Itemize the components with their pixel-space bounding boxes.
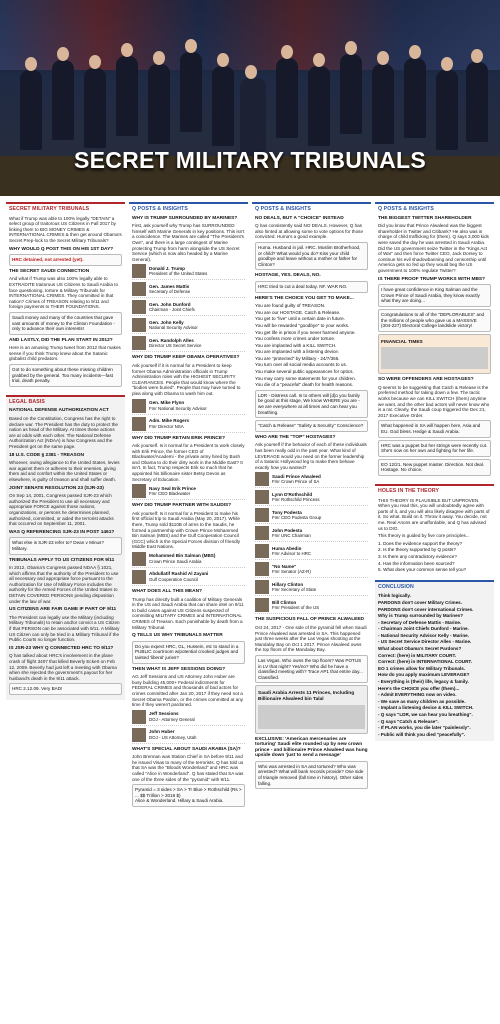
list-item: You are our HOSTAGE. Catch & Release. bbox=[255, 309, 341, 315]
paragraph: Ask yourself if it is normal for a President to keep former Obama Administration officials in Trump Administration roles with the HIGHEST SECURITY CLEARANCES. People that would know where the "bodies were buried". People that may have turned to plea along with Obama to wash him out. bbox=[132, 362, 241, 396]
list-item: - Implant a listening device & KILL SWITCH. bbox=[378, 705, 474, 711]
question: TRIBUNALS APPLY TO US CITIZENS FOR 9/11 bbox=[9, 557, 115, 563]
paragraph: Ask yourself. Is it normal for a President to work closely with Erik Prince, the former CEO of Blackwater/Academi - the private army hired by Bush and Obama to do their dirty work in the Middle East? It isn't. In fact, Trump respects Erik so much that he appointed his billionaire sister Betsy Devos as Secretary of Education. bbox=[132, 443, 245, 482]
tweet-card bbox=[9, 312, 122, 335]
person-role: DOJ - Attorney General bbox=[149, 716, 195, 722]
tweet-text: Who was arrested in SA and tortured? Who was arrested? What will bank records provide? One side of triangle removed (fall time in history). Other sides falling. bbox=[258, 763, 364, 786]
news-photo bbox=[258, 705, 365, 729]
tweet-text: HRC was a puppet but her strings were recently cut. She's now on her own and fighting for her life. bbox=[381, 442, 488, 454]
person-row bbox=[255, 562, 368, 578]
section-heading: SECRET MILITARY TRIBUNALS bbox=[9, 206, 90, 212]
person-row bbox=[255, 490, 368, 506]
person-name: Gen. Randolph Alles bbox=[149, 337, 194, 343]
question: WHY DID TRUMP RETAIN ERIK PRINCE? bbox=[132, 435, 226, 441]
person-role: Fmr CEO Podesta Group bbox=[272, 515, 322, 521]
section-heading: Q POSTS & INSIGHTS bbox=[255, 206, 311, 212]
person-photo bbox=[132, 728, 146, 742]
person-row bbox=[132, 552, 245, 568]
question: WHY IS TRUMP SURROUNDED BY MARINES? bbox=[132, 215, 238, 221]
paragraph: First, ask yourself why Trump has SURROUNDED himself with Marine Generals in key positions. This isn't a coincidence. The Marines are called "The President's Own", and there is a large contingent of Marine protecting Trump from harm alongside the US Secret Service (which is now also headed by a Marine General). bbox=[132, 223, 245, 262]
person-role: Fmr Rothschild Princess bbox=[272, 497, 320, 503]
paragraph: THIS THEORY IS PLAUSIBLE BUT UNPROVEN. When you read this, you will undoubtedly agree with parts of it, and you will also likely disagree with parts of it. So what. Build on it. Throw it away. You decide, not me. Real Anons are unaffordable, and Q has advised us to DIG. bbox=[378, 497, 490, 531]
question: US CITIZENS ARE FAIR GAME IF PART OF 9/11 bbox=[9, 607, 117, 613]
page-title: SECRET MILITARY TRIBUNALS bbox=[73, 147, 427, 173]
person-row bbox=[132, 264, 245, 280]
person-role: Fmr Director NSA bbox=[149, 423, 184, 429]
tweet-text: What else is SJR-23 refer to? Dean v Minus? Military. bbox=[12, 540, 104, 551]
list-item: You get to "live" until a certain date in future. bbox=[255, 316, 345, 322]
person-photo bbox=[255, 490, 269, 504]
tweet-text: What happened in SA will happen here, Asia and EU. God bless. Hedge & Saudi Arabia. bbox=[381, 423, 481, 435]
list-item: - If PLAN works, you die later "painlessly". bbox=[378, 725, 471, 731]
person-name: Gen. Mike Flynn bbox=[149, 399, 185, 405]
question: SO WERE OFFENDERS ARE HOSTAGES? bbox=[378, 377, 474, 383]
list-item: 5. What does your common sense tell you? bbox=[378, 567, 467, 573]
paragraph: Ask yourself if the behavior of each of these individuals has been really odd in the past year. What kind of LEVERAGE would you need on the former leadership of a Satanic Hollywood leg to make them behave exactly how you wanted? bbox=[255, 442, 367, 470]
column-4 bbox=[375, 202, 494, 1020]
list-item: PARDONS don't cover international Crimes. bbox=[378, 606, 474, 612]
person-row bbox=[132, 728, 245, 744]
person-name: Jeff Sessions bbox=[149, 711, 179, 717]
q-posts-section bbox=[129, 202, 248, 812]
paragraph: The President can legally use the Military (including Military Tribunals) to retain and/or convict a US Citizen if that PERSON can be associated with 9/11. A Military US Citizen can only be tried in a Military Tribunal if the Public Courts no longer function. bbox=[9, 614, 120, 643]
paragraph: What if Trump was able to 100% legally "DETAIN" a select group of traitorous US Citizens in Fall 2017 by linking them to BIG MONEY CRIMES & INTERNATIONAL CRIMES & then get around Obama's Secret Prep-lock to the Secret Military Tribunals? bbox=[9, 215, 122, 243]
person-role: Fmr National Security Advisor bbox=[149, 405, 207, 411]
paragraph: And what if Trump was also 100% legally able to EXTRADITE traitorous US Citizens to Saudi Arabia to face questioning, torture & Military Tribunals for INTERNATIONAL CRIMES. They committed in that nation? Crimes of TREASON relating to 9/11 and foreign payments to THEIR FOUNDATIONS. bbox=[9, 276, 119, 310]
conclusion-section bbox=[375, 580, 494, 742]
news-clipping bbox=[378, 334, 491, 375]
hero-photo bbox=[0, 0, 500, 196]
person-name: Huma Abedin bbox=[272, 545, 302, 551]
list-item: - Secretary of Defense Mattis - Marine. bbox=[378, 619, 462, 625]
person-photo bbox=[132, 264, 146, 278]
person-name: Lynn D'Rothschild bbox=[272, 491, 313, 497]
question: THE SUSPICIOUS FALL OF PRINCE ALWALEED bbox=[255, 617, 365, 623]
tweet-text: Pyramid = 3 sides > SA > Tr Blue > Rothschild (Rs > ... $$ Trillion > 2018 $) bbox=[135, 787, 242, 798]
question: WHAT'S SPECIAL ABOUT SAUDI ARABIA (SA)? bbox=[132, 746, 241, 752]
list-item: What about Obama's Secret Pardons? bbox=[378, 646, 462, 652]
person-row bbox=[132, 399, 245, 415]
tweet-text: EO 12/21. New puppet master. Direction. Not deal. Hostage. No choice. bbox=[381, 461, 485, 473]
list-item: You are implanted with a listening device. bbox=[255, 349, 340, 355]
paragraph: Whoever, owing allegiance to the United States, levies war against them or adheres to their enemies, giving them aid and comfort within the United States or elsewhere, is guilty of treason and shall suffer death. bbox=[9, 460, 120, 482]
list-item: 4. Has the information been sourced? bbox=[378, 560, 455, 566]
tweet-text: HRC tried to cut a deal today. NF. WAR NO. bbox=[258, 283, 348, 289]
list-item: Here's the CHOICE you offer (them)... bbox=[378, 685, 460, 691]
section-heading: Q POSTS & INSIGHTS bbox=[378, 206, 434, 212]
section-heading: HOLES IN THE THEORY bbox=[378, 488, 440, 494]
paragraph: AG Jeff Sessions and US Attorney John Huber are busy building 45,000+ Federal indictments for FEDERAL CRIMES and thousands of bad actors for crimes committed after Jan 20, 2017 if they need not a Secret Obama Pardon, or the crimes committed at any time if they weren't pardoned. bbox=[132, 674, 244, 708]
news-masthead: FINANCIAL TIMES bbox=[381, 339, 423, 345]
person-row bbox=[255, 598, 368, 614]
question: WAS Q REFERENCING SJR-23 IN POST 1461? bbox=[9, 529, 115, 535]
person-role: Fmr Advisor to HRC bbox=[272, 551, 312, 557]
person-name: "No Name" bbox=[272, 563, 297, 569]
tweet-card bbox=[378, 284, 491, 307]
column-3 bbox=[252, 202, 371, 1020]
person-photo bbox=[255, 526, 269, 540]
paragraph: Oct 24, 2017 - One side of the pyramid fell when Saudi Prince Alwaleed was arrested in SA. This happened just three weeks after the Las Vegas shooting at the Mandalay Bay on Oct 1 2017. Prince Alwaleed owns the top floors of the Mandalay Bay. bbox=[255, 624, 367, 653]
person-photo bbox=[132, 710, 146, 724]
person-row bbox=[132, 710, 245, 726]
list-item: EO 1 crimes allow for Military Tribunals. bbox=[378, 665, 466, 671]
tweet-card bbox=[255, 281, 368, 293]
person-name: Saudi Prince Alwaleed bbox=[272, 473, 321, 479]
person-photo bbox=[255, 472, 269, 486]
list-item: Why is Trump surrounded by Marines? bbox=[378, 613, 463, 619]
tweet-card bbox=[255, 390, 368, 418]
list-item: - National Security Advisor Kelly - Marine. bbox=[378, 632, 469, 638]
section-heading: LEGAL BASIS bbox=[9, 398, 45, 405]
question: Q TELLS US WHY TRIBUNALS MATTER bbox=[132, 633, 223, 639]
list-item: - Public will think you died "peacefully". bbox=[378, 731, 466, 737]
question: THEN WHAT IS JEFF SESSIONS DOING? bbox=[132, 666, 226, 672]
question: THE SECRET SAUDI CONNECTION bbox=[9, 268, 90, 274]
question: AND LASTLY, DID THE PLAN START IN 2012? bbox=[9, 337, 113, 343]
tweet-text: I have great confidence in King Salman and the Crown Prince of Saudi Arabia, they know exactly what they are doing... bbox=[381, 287, 480, 304]
person-photo bbox=[132, 399, 146, 413]
q-posts-section bbox=[252, 202, 371, 794]
tweet-card bbox=[9, 364, 122, 387]
tweet-text: Congratulations to all of the "DEPLORABLES" and the millions of people who gave us a MASSIVE (304-227) Electoral College landslide victory! bbox=[381, 311, 485, 329]
tweet-text: "Catch & Release" "Safety & Security" Conscience? bbox=[258, 423, 364, 429]
list-item: Correct: (here) in INTERNATIONAL COURT. bbox=[378, 659, 473, 665]
tweet-card bbox=[378, 440, 491, 457]
holes-section bbox=[375, 484, 494, 577]
tweet-card bbox=[378, 459, 491, 476]
person-name: Donald J. Trump bbox=[149, 265, 185, 271]
tweet-card bbox=[9, 683, 122, 695]
q-posts-section bbox=[375, 202, 494, 481]
question: HOSTAGE, YES. DEALS, NO. bbox=[255, 273, 321, 279]
question: IS JSR-23 WHY Q CONNECTED HRC TO 9/11? bbox=[9, 645, 114, 651]
paragraph: On Sep 14, 2001, Congress passed SJR-23 which authorized the President to use all necessary and appropriate FORCE against those nations, organizations, or persons he determines planned, authorized, committed, or aided the terrorist attacks that occurred on September 11, 2001. bbox=[9, 493, 114, 527]
question: NO DEALS, BUT A "CHOICE" INSTEAD bbox=[255, 215, 344, 221]
person-row bbox=[255, 580, 368, 596]
person-photo bbox=[132, 552, 146, 566]
list-item: - Q says "LDR, we can hear you breathing". bbox=[378, 712, 473, 717]
paragraph: Trump has directly built a coalition of Military Generals in the US and Saudi Arabia that can share intel on 9/11 to build cases against US Citizens suspected of committing MILITARY CRIMES and INTERNATIONAL CRIMES of Treason. Each punishable by death from a Military Tribunal. bbox=[132, 596, 244, 630]
person-row bbox=[132, 336, 245, 352]
person-row bbox=[255, 526, 368, 542]
tribunals-section bbox=[6, 202, 125, 392]
tweet-card bbox=[255, 420, 368, 432]
question: HERE'S THE CHOICE YOU GET TO MAKE... bbox=[255, 295, 354, 301]
tweet-text: HRC detained, not arrested (yet). bbox=[12, 257, 84, 263]
person-role: Fmr CEO Blackwater bbox=[149, 491, 191, 497]
question: THE BIGGEST TWITTER SHAREHOLDER bbox=[378, 215, 472, 221]
person-row bbox=[132, 300, 245, 316]
question: WHY DID TRUMP PARTNER WITH SAUDIS? bbox=[132, 503, 232, 509]
paragraph: Did you know that Prince Alwaleed was the biggest shareholder in Twitter and Citibank? He also was in charge of child trafficking for (them). Q says 3,000 kids were saved the day he was arrested in Saudi Arabia. Did the US government seize Twitter in the "Kings Act of War" and then force Twitter CEO, Jack Dorsey to continue his evil shadowbanning and censorship until America gets so fed up they would beg the US government to 100% regulate Twitter? bbox=[378, 223, 489, 273]
list-item: - Chairman Joint Chiefs Dunford - Marine. bbox=[378, 626, 469, 632]
person-photo bbox=[132, 300, 146, 314]
person-row bbox=[132, 570, 245, 586]
list-item: You get life in prison if you never harmed anyone. bbox=[255, 329, 356, 335]
list-item: You are "protected" by Military - 24/7/365. bbox=[255, 355, 340, 361]
list-item: - Admit EVERYTHING now on video. bbox=[378, 692, 457, 698]
person-role: DOJ - US Attorney, Utah bbox=[149, 734, 197, 740]
person-name: Adm. Mike Rogers bbox=[149, 417, 190, 423]
list-item: 3. Is there any contradictory evidence? bbox=[378, 553, 457, 559]
person-name: Mohammed Bin Salman (MBS) bbox=[149, 553, 216, 559]
tweet-card bbox=[9, 254, 122, 266]
person-row bbox=[132, 484, 245, 500]
paragraph: Q has consistently said NO DEALS. However, Q has also hinted at allowing some to vote options for those convicted. Huma's a good example. bbox=[255, 223, 364, 240]
paragraph: Ask yourself: Is it normal for a President to make his first official trip to Saudi Arabia (May 20, 2017). While there, Trump sold $110B of arms to the Saudis, he formed a partnership with Crown Prince Mohammed Bin Salman (MBS) and the Gulf Cooperation Council (GCC) which is the Special Forces division of friendly Middle East Nations. bbox=[132, 510, 240, 550]
list-item: - Everything is (their) life, legacy & family. bbox=[378, 679, 469, 685]
person-role: Chairman - Joint Chiefs bbox=[149, 307, 195, 313]
news-photo bbox=[381, 347, 488, 369]
person-photo bbox=[255, 580, 269, 594]
question: 18 U.S. CODE § 2381 - TREASON bbox=[9, 452, 84, 458]
person-photo bbox=[255, 508, 269, 522]
question: WHO ARE THE "TOP" HOSTAGES? bbox=[255, 434, 336, 440]
news-clipping bbox=[255, 685, 368, 733]
list-item: You are implanted with a KILL SWITCH. bbox=[255, 342, 337, 348]
person-photo bbox=[255, 598, 269, 612]
person-name: Tony Podesta bbox=[272, 509, 302, 515]
list-item: You confess more crimes under torture. bbox=[255, 336, 336, 342]
person-photo bbox=[132, 336, 146, 350]
section-heading: CONCLUSION bbox=[378, 583, 414, 590]
tweet-text: Saudi money and many of the countries that gave vast amounts of money to the Clinton Foundation - only to advance their own interests! bbox=[12, 314, 115, 332]
person-role: National Security Advisor bbox=[149, 325, 198, 331]
person-photo bbox=[132, 318, 146, 332]
question: NATIONAL DEFENSE AUTHORIZATION ACT bbox=[9, 408, 109, 414]
person-name: Gen. John Dunford bbox=[149, 301, 191, 307]
tweet-text: Las Vegas. Who owns the top floors? Was POTUS in LV that night? Yes/no? Who did he have a classified meeting with? Trace AP1 that entire day... Classified. bbox=[258, 657, 363, 680]
list-item: Think logically. bbox=[378, 593, 411, 599]
person-row bbox=[132, 282, 245, 298]
list-item: How do you apply maximum LEVERAGE? bbox=[378, 672, 470, 678]
paragraph: Based on the Constitution, Congress has the right to declare war. The President has the duty to protect the nation as head of the Military. At times these actions are at odds with each other. The National Defense Authorization Act (NDAA) is how Congress and the President get on the same page. bbox=[9, 416, 118, 449]
question: WHY DID TRUMP KEEP OBAMA OPERATIVES? bbox=[132, 355, 240, 361]
question: WHAT DOES ALL THIS MEAN? bbox=[132, 589, 202, 594]
tweet-text: Alice & Wonderland. Hillary & Saudi Arabia. bbox=[135, 798, 224, 804]
list-item: Correct: (here) in MILITARY COURT. bbox=[378, 652, 457, 658]
column-1 bbox=[6, 202, 125, 1020]
list-item: - We save as many children as possible. bbox=[378, 698, 466, 704]
paragraph: In 2012, Obama's Congress passed NDAA § 1021, which affirms that the authority of the President to use all necessary and appropriate force pursuant to the Authorization for Use of Military Force includes the authority for the Armed Forces of the United States to DETAIN COVERED PERSONS pending disposition under the law of war. bbox=[9, 565, 119, 604]
content-grid bbox=[6, 202, 494, 1020]
list-item: - US Secret Service Director Alles - Marine. bbox=[378, 639, 472, 645]
person-row bbox=[255, 544, 368, 560]
list-item: - Q says "Catch & Release". bbox=[378, 718, 439, 724]
tweet-card bbox=[255, 655, 368, 683]
person-name: Navy Seal Erik Prince bbox=[149, 485, 196, 491]
tweet-card bbox=[132, 784, 245, 807]
tweet-text: Do you expect HRC, GL, Hussein, etc to stand in a PUBLIC courtroom w/potential crooked judges and tainted 'liberal' juries? bbox=[135, 643, 239, 660]
list-item: You make several public appearances for optics. bbox=[255, 369, 354, 375]
person-role: Crown Prince Saudi Arabia bbox=[149, 559, 202, 564]
tweet-card bbox=[255, 761, 368, 789]
person-role: Fmr Crown Prince of SA bbox=[272, 479, 320, 485]
question: JOINT SENATE RESOLUTION 23 (SJR-23) bbox=[9, 485, 104, 491]
person-role: Secretary of Defense bbox=[149, 289, 191, 295]
list-item: PARDONS don't cover Military Crimes. bbox=[378, 599, 462, 605]
person-name: Gen. John Kelly bbox=[149, 319, 184, 325]
person-photo bbox=[255, 562, 269, 576]
person-role: Gulf Cooperation Council bbox=[149, 577, 199, 582]
list-item: 2. Is the theory supported by Q posts? bbox=[378, 547, 456, 553]
list-item: You will be rewarded "goodbye" to your works. bbox=[255, 322, 350, 328]
question: WHY WOULD Q POST THIS ON HIS 1ST DAY? bbox=[9, 246, 114, 252]
person-name: Abdullatif Rashid Al Zayani bbox=[149, 571, 209, 577]
column-2 bbox=[129, 202, 248, 1020]
list-item: You are found guilty of TREASON. bbox=[255, 303, 326, 309]
principles-list bbox=[378, 541, 491, 573]
tweet-text: Got to do something about these missing children grabbed by the general. Too many incidents—fast trial, death penalty. bbox=[12, 367, 114, 384]
person-photo bbox=[132, 417, 146, 431]
person-photo bbox=[132, 484, 146, 498]
question: IS THERE PROOF TRUMP WORKS WITH MBS? bbox=[378, 276, 486, 282]
tweet-card bbox=[378, 420, 491, 437]
person-role: Director US Secret Service bbox=[149, 343, 202, 349]
person-name: John Podesta bbox=[272, 527, 303, 533]
person-role: Fmr Senator (AZ-R) bbox=[272, 569, 311, 575]
paragraph: Q seems to be suggesting that Catch & Release is the preferred method for taking down a few. The tactic works because we can KILL SWITCH (them) anytime we want, and the other bad actors will never know who is a rat. Clearly, the Saudi coup triggered the Dec 21, 2017 Executive Order. bbox=[378, 384, 490, 418]
legal-section bbox=[6, 395, 125, 700]
person-row bbox=[255, 508, 368, 524]
person-name: Bill Clinton bbox=[272, 599, 297, 605]
paragraph: This theory is guided by five core principles... bbox=[378, 533, 470, 539]
person-photo bbox=[132, 570, 146, 584]
list-item: 1. Does the evidence support the theory? bbox=[378, 540, 463, 546]
tweet-text: HRC 2.12.09. Very BAD! bbox=[12, 686, 63, 692]
paragraph: Q has talked about HRC's involvement in the plane crash of flight 3407 that killed Beverly Eckert on Feb 12, 2009. Beverly had just left a meeting with Obama when she rejected the government's payout for her husband's death in the 9/11 attack. bbox=[9, 653, 117, 681]
tweet-card bbox=[255, 242, 368, 270]
list-item: You may carry some statements for your children. bbox=[255, 375, 356, 381]
person-row bbox=[132, 318, 245, 334]
person-name: Hillary Clinton bbox=[272, 581, 304, 587]
tweet-text: Huma. Husband in jail. HRC. Muslim Brotherhood, or child? What would you do? Kiss your child goodbye and leave without a mother or father for Clinton? bbox=[258, 244, 361, 267]
tweet-text: LDR - Distress call. Is to others will [d]o you family be good at this stage, We know WHERE you are - we are everywhere at all times and can hear you breathing. bbox=[258, 392, 360, 415]
choice-list bbox=[255, 303, 368, 388]
question: EXCLUSIVE: 'American mercenaries are torturing' Saudi elite rounded up by new crown prince - and billionaire Prince Alwaleed was hung upside down 'just to send a message' bbox=[255, 736, 368, 759]
tweet-card bbox=[132, 641, 245, 664]
list-item: You turn over all social media accounts to us. bbox=[255, 362, 348, 368]
person-role: Fmr Secretary of State bbox=[272, 587, 317, 593]
person-role: Fmr UNC Chairman bbox=[272, 533, 311, 539]
paragraph: John Brennan was Station Chief in SA before 9/11 and he issued Visas to many of the terrorists. Q has told us that SA was the "Bloods Wonderland" and HRC was called "Alice in Wonderland". Q has stated that SA was one of the three sides of the "pyramid" with 9/11. bbox=[132, 754, 244, 782]
person-name: Gen. James Mattis bbox=[149, 283, 190, 289]
paragraph: Here is an amusing Trump tweet from 2012 that makes sense if you think Trump knew about the Satanic globalist child predators. bbox=[9, 345, 121, 362]
person-role: Fmr President of the US bbox=[272, 605, 320, 611]
conclusion-list bbox=[378, 593, 491, 737]
person-role: President of the United States bbox=[149, 271, 208, 277]
person-row bbox=[255, 472, 368, 488]
news-headline: Saudi Arabia Arrests 11 Princes, Including Billionaire Alwaleed bin Talal bbox=[258, 691, 355, 702]
person-photo bbox=[132, 282, 146, 296]
person-row bbox=[132, 417, 245, 433]
tweet-card bbox=[378, 309, 491, 332]
tweet-card bbox=[9, 537, 122, 554]
person-photo bbox=[255, 544, 269, 558]
person-name: John Huber bbox=[149, 729, 175, 735]
section-heading: Q POSTS & INSIGHTS bbox=[132, 206, 188, 212]
list-item: You die of a "peaceful" death for health reasons. bbox=[255, 382, 354, 388]
